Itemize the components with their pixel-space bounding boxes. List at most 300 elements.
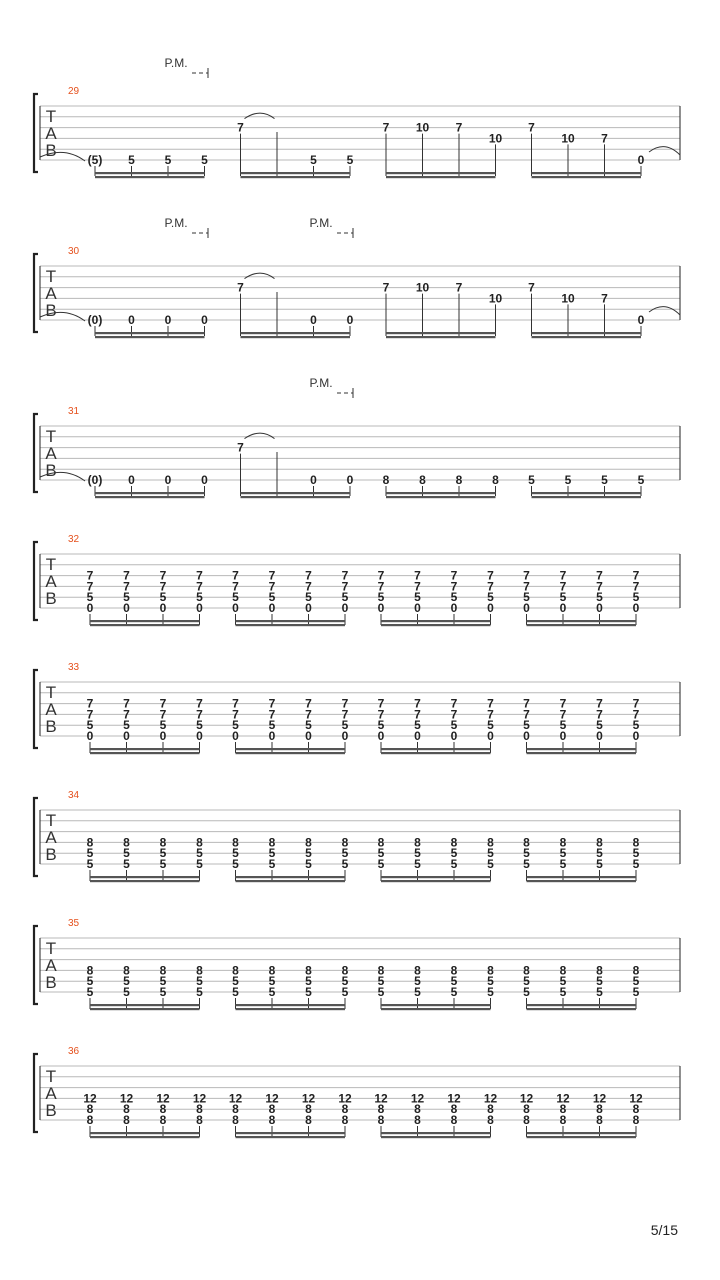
beam: [236, 1004, 346, 1006]
fret-number: 7: [305, 696, 312, 711]
fret-number: 7: [232, 579, 239, 594]
fret-number: 5: [596, 590, 603, 605]
fret-number: 5: [596, 974, 603, 989]
fret-number: 8: [414, 1102, 421, 1117]
fret-number: 5: [86, 718, 94, 733]
measure-number: 31: [68, 406, 80, 417]
beam: [95, 176, 205, 178]
fret-number: 5: [414, 846, 421, 861]
fret-number: 8: [632, 1102, 640, 1117]
fret-number: 8: [450, 963, 458, 978]
tab-clef-letter: B: [45, 717, 57, 736]
fret-number: 8: [450, 835, 458, 850]
fret-number: 8: [341, 835, 349, 850]
fret-number: 8: [123, 963, 130, 978]
page-number: 5/15: [650, 1222, 678, 1238]
fret-number: 12: [374, 1091, 388, 1106]
fret-number: 7: [377, 579, 385, 594]
beam: [532, 332, 642, 334]
fret-number: 0: [128, 473, 135, 487]
fret-number: 5: [487, 985, 494, 999]
fret-number: 5: [523, 590, 530, 605]
fret-number: 5: [450, 974, 458, 989]
fret-number: 5: [487, 590, 494, 605]
fret-number: 7: [596, 568, 603, 583]
fret-number: 7: [528, 120, 535, 135]
fret-number: 7: [455, 120, 463, 135]
fret-number: 5: [196, 590, 203, 605]
fret-number: 0: [232, 729, 239, 743]
fret-number: 7: [450, 707, 458, 722]
fret-number: 8: [159, 1102, 167, 1117]
fret-number: 7: [523, 696, 530, 711]
fret-number: 5: [268, 590, 276, 605]
fret-number: 8: [305, 1102, 312, 1117]
fret-number: 5: [341, 857, 349, 871]
fret-number: 8: [123, 835, 130, 850]
fret-number: 7: [159, 707, 167, 722]
fret-number: 0: [487, 601, 494, 615]
fret-number: 7: [86, 579, 94, 594]
fret-number: 5: [637, 473, 645, 487]
fret-number: 8: [86, 835, 94, 850]
palm-mute-label: P.M.: [164, 56, 188, 70]
fret-number: 12: [192, 1091, 207, 1106]
tab-clef-letter: T: [45, 811, 57, 830]
beam: [532, 492, 642, 494]
fret-number: 7: [305, 707, 312, 722]
beam: [527, 880, 637, 882]
fret-number: 7: [232, 696, 239, 711]
fret-number: 5: [341, 846, 349, 861]
beam: [90, 752, 200, 754]
fret-number: 0: [450, 601, 458, 615]
fret-number: 0: [377, 601, 385, 615]
measure-number: 30: [68, 246, 80, 257]
fret-number: 5: [487, 974, 494, 989]
fret-number: 0: [596, 729, 603, 743]
fret-number: 0: [164, 473, 172, 487]
fret-number: 0: [268, 601, 276, 615]
fret-number: 0: [86, 601, 94, 615]
fret-number: 8: [523, 963, 530, 978]
beam: [527, 624, 637, 626]
fret-number: 7: [232, 707, 239, 722]
fret-number: 5: [377, 857, 385, 871]
fret-number: 8: [232, 1113, 239, 1127]
palm-mute-label: P.M.: [309, 376, 333, 390]
beam: [241, 332, 351, 334]
beam: [527, 1008, 637, 1010]
tab-clef-letter: T: [45, 1067, 57, 1086]
fret-number: 0: [637, 153, 645, 167]
fret-number: 8: [419, 473, 426, 487]
beam: [381, 748, 491, 750]
fret-number: 5: [596, 846, 603, 861]
fret-number: 8: [196, 963, 203, 978]
fret-number: 5: [232, 846, 239, 861]
beam: [527, 1004, 637, 1006]
palm-mute-label: P.M.: [164, 216, 188, 230]
system-bracket: [34, 542, 38, 620]
beam: [381, 1136, 491, 1138]
beam: [241, 492, 351, 494]
fret-number: 5: [559, 974, 567, 989]
fret-number: 12: [629, 1091, 643, 1106]
fret-number: 5: [564, 473, 572, 487]
beam: [95, 492, 205, 494]
fret-number: 7: [487, 707, 494, 722]
fret-number: 7: [450, 579, 458, 594]
fret-number: 5: [232, 857, 239, 871]
fret-number: 7: [123, 707, 130, 722]
fret-number: 8: [596, 835, 603, 850]
fret-number: 5: [305, 590, 312, 605]
beam: [532, 176, 642, 178]
measure-number: 33: [68, 662, 80, 673]
fret-number: 8: [268, 1102, 276, 1117]
fret-number: 10: [561, 131, 575, 146]
beam: [90, 880, 200, 882]
fret-number: 5: [487, 846, 494, 861]
fret-number: 5: [414, 857, 421, 871]
fret-number: 5: [596, 985, 603, 999]
fret-number: 0: [86, 729, 94, 743]
fret-number: 7: [237, 120, 244, 135]
beam: [241, 336, 351, 338]
fret-number: 12: [265, 1091, 279, 1106]
fret-number: 5: [159, 718, 167, 733]
beam: [236, 880, 346, 882]
fret-number: 7: [268, 707, 276, 722]
fret-number: 10: [415, 280, 430, 295]
tab-clef-letter: T: [45, 555, 57, 574]
fret-number: 0: [196, 601, 203, 615]
beam: [95, 496, 205, 498]
fret-number: 12: [228, 1091, 243, 1106]
fret-number: 12: [338, 1091, 352, 1106]
beam: [381, 624, 491, 626]
fret-number: 8: [523, 835, 530, 850]
tie-arc: [245, 273, 275, 279]
fret-number: 5: [596, 857, 603, 871]
fret-number: 5: [450, 590, 458, 605]
fret-number: 8: [268, 963, 276, 978]
fret-number: 5: [632, 718, 640, 733]
fret-number: 0: [310, 313, 317, 327]
fret-number: 7: [341, 707, 349, 722]
fret-number: 7: [86, 568, 94, 583]
tab-clef-letter: A: [45, 956, 57, 975]
fret-number: 5: [559, 846, 567, 861]
fret-number: 8: [377, 963, 385, 978]
fret-number: 12: [519, 1091, 534, 1106]
fret-number: 5: [346, 153, 354, 167]
fret-number: 5: [341, 590, 349, 605]
fret-number: 7: [450, 568, 458, 583]
fret-number: 5: [414, 985, 421, 999]
fret-number: 8: [487, 835, 494, 850]
fret-number: 5: [159, 857, 167, 871]
fret-number: 5: [232, 590, 239, 605]
fret-number: 5: [268, 985, 276, 999]
fret-number: 7: [196, 568, 203, 583]
fret-number: 8: [268, 835, 276, 850]
fret-number: 5: [377, 974, 385, 989]
fret-number: 12: [592, 1091, 607, 1106]
fret-number: 5: [341, 985, 349, 999]
fret-number: 8: [341, 963, 349, 978]
beam: [236, 748, 346, 750]
beam: [527, 876, 637, 878]
fret-number: 0: [201, 473, 208, 487]
fret-number: 5: [196, 974, 203, 989]
fret-number: 5: [123, 857, 130, 871]
fret-number: 5: [86, 857, 94, 871]
fret-number: 8: [86, 1102, 94, 1117]
beam: [381, 1004, 491, 1006]
beam: [527, 752, 637, 754]
beam: [386, 336, 496, 338]
fret-number: 10: [488, 291, 503, 306]
fret-number: 7: [305, 579, 312, 594]
fret-number: 5: [310, 153, 317, 167]
tab-clef-letter: A: [45, 828, 57, 847]
fret-number: 5: [305, 846, 312, 861]
tie-out: [649, 147, 680, 155]
fret-number: 0: [341, 601, 349, 615]
fret-number: 5: [232, 985, 239, 999]
fret-number: 8: [559, 1113, 567, 1127]
system-bracket: [34, 926, 38, 1004]
fret-number: 8: [559, 835, 567, 850]
beam: [532, 172, 642, 174]
beam: [90, 620, 200, 622]
fret-number: 7: [268, 579, 276, 594]
fret-number: 12: [447, 1091, 461, 1106]
fret-number: 8: [382, 473, 390, 487]
fret-number: 8: [159, 1113, 167, 1127]
fret-number: 5: [632, 974, 640, 989]
fret-number: 12: [556, 1091, 570, 1106]
fret-number: 7: [237, 440, 244, 455]
fret-number: 0: [128, 313, 135, 327]
fret-number: 8: [487, 1113, 494, 1127]
system-bracket: [34, 670, 38, 748]
fret-number: 8: [455, 473, 463, 487]
fret-number: 0: [414, 601, 421, 615]
tab-clef-letter: T: [45, 683, 57, 702]
fret-number: 5: [196, 718, 203, 733]
fret-number: 7: [632, 707, 640, 722]
fret-number: 0: [123, 601, 130, 615]
measure-number: 29: [68, 86, 80, 97]
fret-number: 8: [414, 1113, 421, 1127]
tab-clef-letter: A: [45, 572, 57, 591]
fret-number: 5: [632, 846, 640, 861]
tie-out: [649, 307, 680, 315]
tab-clef-letter: T: [45, 939, 57, 958]
fret-number: 5: [414, 974, 421, 989]
fret-number: 5: [305, 857, 312, 871]
fret-number: 5: [341, 974, 349, 989]
fret-number: 7: [601, 291, 608, 306]
fret-number: 7: [86, 696, 94, 711]
fret-number: 8: [377, 835, 385, 850]
fret-number: 8: [487, 1102, 494, 1117]
fret-number: 5: [523, 985, 530, 999]
tab-clef-letter: T: [45, 107, 57, 126]
fret-number: 7: [377, 696, 385, 711]
fret-number: 8: [487, 963, 494, 978]
fret-number: 8: [632, 1113, 640, 1127]
fret-number: 0: [196, 729, 203, 743]
beam: [236, 620, 346, 622]
system-bracket: [34, 414, 38, 492]
fret-number: 8: [596, 1102, 603, 1117]
fret-number: 5: [305, 985, 312, 999]
fret-number: 8: [414, 835, 421, 850]
fret-number: 7: [268, 696, 276, 711]
fret-number: 7: [196, 696, 203, 711]
beam: [90, 1008, 200, 1010]
fret-number: 7: [414, 568, 421, 583]
fret-number: 7: [159, 568, 167, 583]
fret-number: 8: [492, 473, 499, 487]
beam: [381, 752, 491, 754]
fret-number: 5: [450, 857, 458, 871]
tab-clef-letter: A: [45, 444, 57, 463]
fret-number: 0: [632, 601, 640, 615]
fret-number: 8: [196, 1102, 203, 1117]
fret-number: 8: [596, 963, 603, 978]
fret-number: 12: [83, 1091, 97, 1106]
fret-number: 5: [123, 846, 130, 861]
tab-clef-letter: A: [45, 284, 57, 303]
beam: [236, 752, 346, 754]
beam: [386, 176, 496, 178]
fret-number: 5: [632, 857, 640, 871]
fret-number: 8: [450, 1113, 458, 1127]
beam: [386, 496, 496, 498]
beam: [386, 492, 496, 494]
beam: [241, 176, 351, 178]
fret-number: 5: [164, 153, 172, 167]
fret-number: (0): [87, 313, 103, 327]
fret-number: 5: [123, 974, 130, 989]
fret-number: 5: [196, 857, 203, 871]
beam: [90, 748, 200, 750]
fret-number: 0: [632, 729, 640, 743]
fret-number: 7: [455, 280, 463, 295]
measure-number: 35: [68, 918, 80, 929]
fret-number: 7: [523, 568, 530, 583]
measure-number: 34: [68, 790, 80, 801]
fret-number: 7: [123, 579, 130, 594]
fret-number: 8: [377, 1113, 385, 1127]
fret-number: 5: [86, 985, 94, 999]
fret-number: 5: [305, 974, 312, 989]
fret-number: 7: [341, 696, 349, 711]
fret-number: 5: [159, 590, 167, 605]
fret-number: 10: [488, 131, 503, 146]
fret-number: 5: [341, 718, 349, 733]
fret-number: 7: [159, 696, 167, 711]
palm-mute-label: P.M.: [309, 216, 333, 230]
fret-number: 8: [305, 835, 312, 850]
fret-number: 5: [523, 974, 530, 989]
beam: [532, 496, 642, 498]
beam: [236, 624, 346, 626]
fret-number: 8: [559, 1102, 567, 1117]
tie-arc: [245, 433, 275, 439]
fret-number: 7: [487, 568, 494, 583]
fret-number: 0: [637, 313, 645, 327]
fret-number: 7: [596, 579, 603, 594]
fret-number: 5: [559, 985, 567, 999]
beam: [95, 332, 205, 334]
fret-number: 0: [268, 729, 276, 743]
fret-number: 10: [415, 120, 430, 135]
fret-number: 5: [559, 857, 567, 871]
fret-number: 8: [523, 1113, 530, 1127]
fret-number: 5: [201, 153, 208, 167]
fret-number: 7: [86, 707, 94, 722]
fret-number: 0: [159, 601, 167, 615]
fret-number: 5: [377, 846, 385, 861]
fret-number: 7: [237, 280, 244, 295]
fret-number: 5: [232, 718, 239, 733]
fret-number: 5: [123, 590, 130, 605]
fret-number: 7: [523, 579, 530, 594]
fret-number: 0: [164, 313, 172, 327]
beam: [532, 336, 642, 338]
fret-number: 5: [86, 846, 94, 861]
fret-number: 12: [119, 1091, 134, 1106]
system-bracket: [34, 94, 38, 172]
fret-number: 8: [559, 963, 567, 978]
fret-number: 8: [232, 963, 239, 978]
fret-number: 5: [632, 985, 640, 999]
fret-number: 0: [559, 601, 567, 615]
fret-number: (5): [87, 153, 103, 167]
system-bracket: [34, 798, 38, 876]
fret-number: 5: [268, 718, 276, 733]
fret-number: 0: [123, 729, 130, 743]
beam: [236, 1008, 346, 1010]
fret-number: 0: [487, 729, 494, 743]
beam: [236, 876, 346, 878]
tab-clef-letter: B: [45, 301, 57, 320]
fret-number: 8: [86, 963, 94, 978]
fret-number: 5: [450, 985, 458, 999]
fret-number: 8: [632, 835, 640, 850]
beam: [90, 624, 200, 626]
fret-number: 8: [123, 1102, 130, 1117]
fret-number: 8: [341, 1113, 349, 1127]
fret-number: 8: [159, 835, 167, 850]
beam: [386, 332, 496, 334]
fret-number: 0: [159, 729, 167, 743]
fret-number: 5: [414, 718, 421, 733]
beam: [527, 1136, 637, 1138]
fret-number: 12: [410, 1091, 425, 1106]
beam: [241, 496, 351, 498]
fret-number: 5: [86, 590, 94, 605]
fret-number: 5: [559, 718, 567, 733]
fret-number: 12: [483, 1091, 498, 1106]
fret-number: 0: [414, 729, 421, 743]
